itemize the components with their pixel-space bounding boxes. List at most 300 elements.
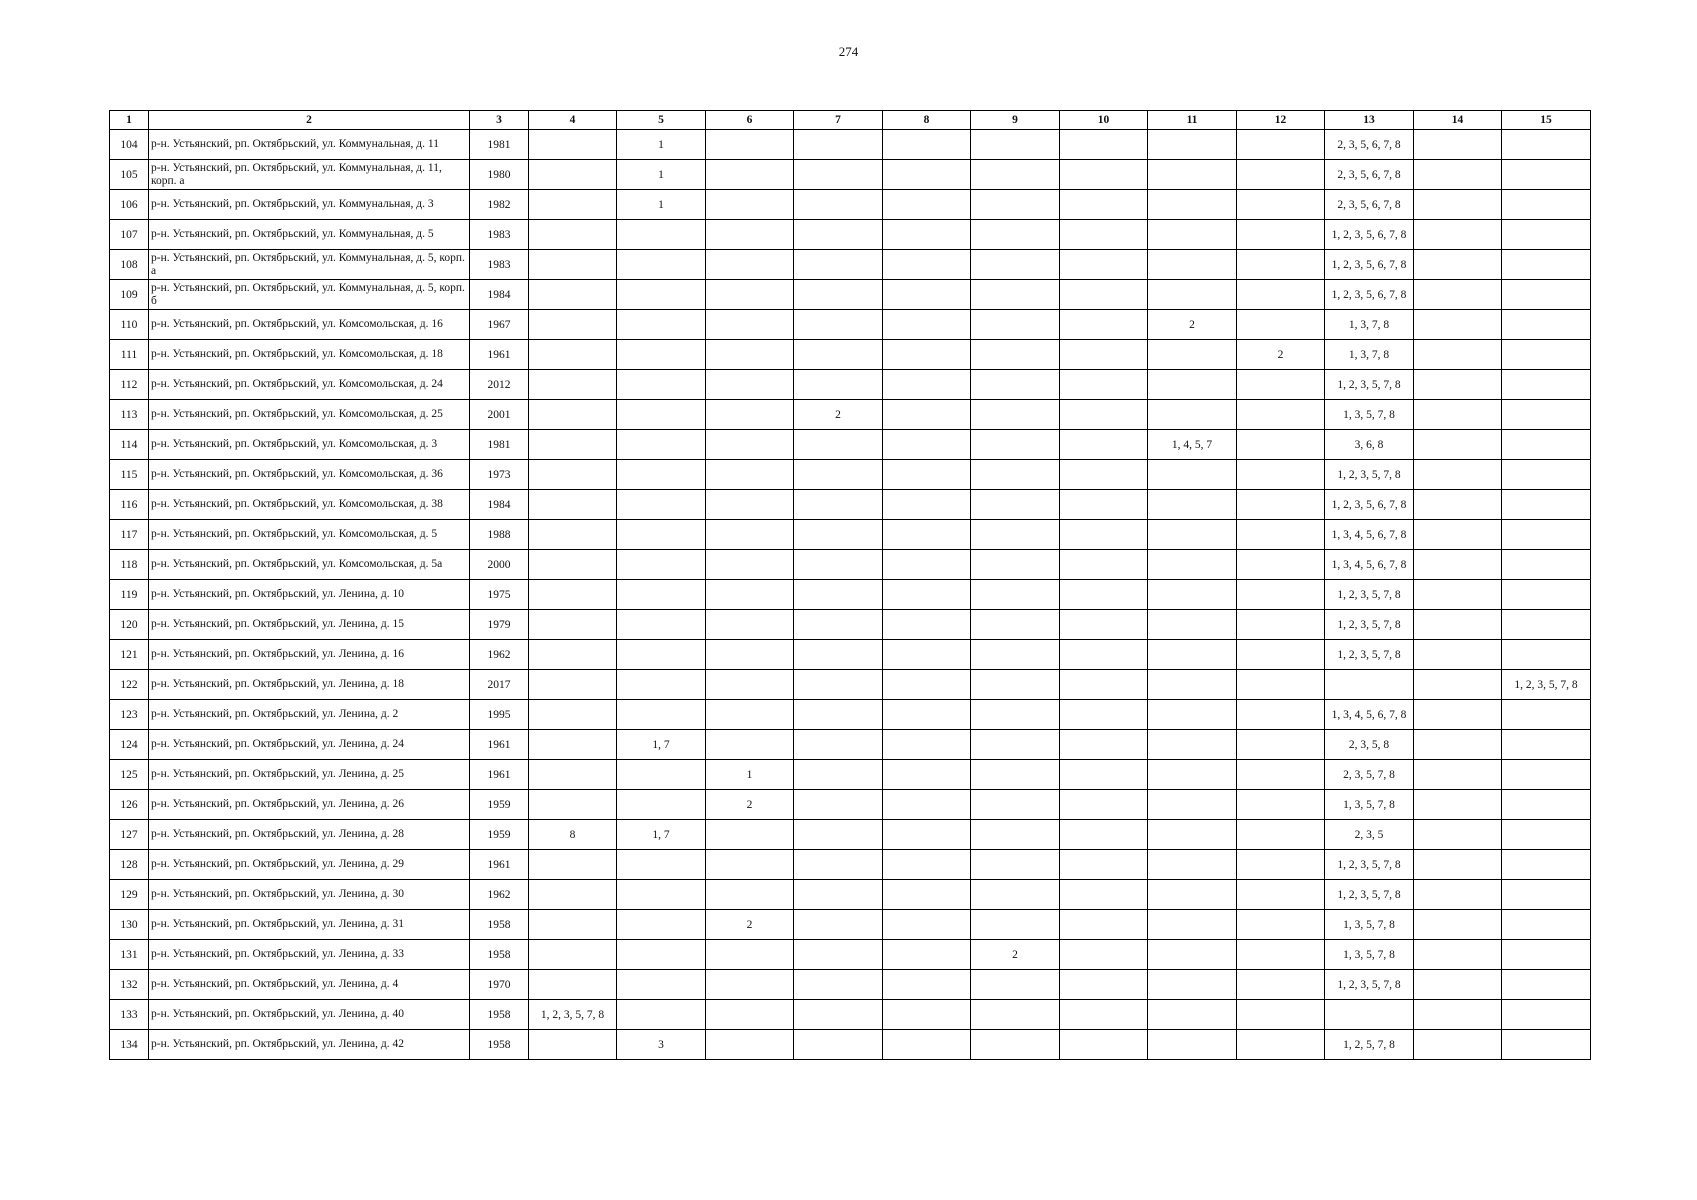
address-cell: р-н. Устьянский, рп. Октябрьский, ул. Ленина, д. 10 — [149, 580, 470, 610]
table-cell — [1502, 160, 1591, 190]
table-cell — [794, 220, 883, 250]
column-header-11: 11 — [1148, 111, 1237, 130]
table-cell — [1502, 910, 1591, 940]
table-cell — [1148, 670, 1237, 700]
table-cell — [1148, 340, 1237, 370]
table-cell — [1148, 820, 1237, 850]
table-cell: 2 — [794, 400, 883, 430]
table-row — [110, 670, 1591, 700]
table-cell — [706, 280, 794, 310]
table-cell: 2 — [706, 790, 794, 820]
year-cell: 1958 — [470, 1000, 529, 1030]
table-cell — [971, 610, 1060, 640]
table-cell — [706, 400, 794, 430]
table-cell — [1502, 610, 1591, 640]
table-cell — [617, 1000, 706, 1030]
year-cell: 1970 — [470, 970, 529, 1000]
year-cell: 2000 — [470, 550, 529, 580]
table-row — [110, 550, 1591, 580]
page-number: 274 — [838, 44, 859, 59]
year-cell: 1961 — [470, 340, 529, 370]
table-cell — [1060, 700, 1148, 730]
address-cell: р-н. Устьянский, рп. Октябрьский, ул. Комсомольская, д. 25 — [149, 400, 470, 430]
table-cell — [1414, 130, 1502, 160]
table-cell — [617, 700, 706, 730]
table-cell — [1148, 130, 1237, 160]
address-cell: р-н. Устьянский, рп. Октябрьский, ул. Комсомольская, д. 5 — [149, 520, 470, 550]
table-cell — [1060, 190, 1148, 220]
table-row — [110, 220, 1591, 250]
table-cell — [1414, 820, 1502, 850]
table-cell: 1, 3, 4, 5, 6, 7, 8 — [1325, 700, 1414, 730]
table-cell — [1414, 1000, 1502, 1030]
table-cell — [529, 340, 617, 370]
address-cell: р-н. Устьянский, рп. Октябрьский, ул. Ленина, д. 28 — [149, 820, 470, 850]
table-row — [110, 880, 1591, 910]
table-cell: 1, 3, 4, 5, 6, 7, 8 — [1325, 520, 1414, 550]
table-cell — [883, 310, 971, 340]
table-row — [110, 460, 1591, 490]
row-number-cell: 134 — [110, 1030, 149, 1060]
table-cell: 1, 2, 3, 5, 7, 8 — [1325, 370, 1414, 400]
table-cell — [1060, 790, 1148, 820]
table-cell — [1237, 790, 1325, 820]
address-cell: р-н. Устьянский, рп. Октябрьский, ул. Ленина, д. 40 — [149, 1000, 470, 1030]
table-cell — [1060, 1030, 1148, 1060]
table-cell — [883, 670, 971, 700]
table-row — [110, 610, 1591, 640]
row-number-cell: 128 — [110, 850, 149, 880]
table-cell — [1237, 370, 1325, 400]
table-cell — [1060, 550, 1148, 580]
year-cell: 1983 — [470, 220, 529, 250]
table-cell — [794, 640, 883, 670]
address-cell: р-н. Устьянский, рп. Октябрьский, ул. Комсомольская, д. 36 — [149, 460, 470, 490]
table-cell — [1502, 340, 1591, 370]
year-cell: 1980 — [470, 160, 529, 190]
table-cell — [529, 610, 617, 640]
table-cell — [1237, 580, 1325, 610]
table-cell — [1148, 550, 1237, 580]
table-cell — [971, 550, 1060, 580]
row-number-cell: 123 — [110, 700, 149, 730]
table-cell: 1 — [706, 760, 794, 790]
table-cell — [1060, 310, 1148, 340]
table-cell — [1237, 550, 1325, 580]
table-cell — [883, 940, 971, 970]
table-cell — [1502, 700, 1591, 730]
table-cell — [794, 910, 883, 940]
table-cell — [617, 910, 706, 940]
address-cell: р-н. Устьянский, рп. Октябрьский, ул. Ленина, д. 18 — [149, 670, 470, 700]
year-cell: 1981 — [470, 430, 529, 460]
table-cell — [794, 970, 883, 1000]
table-cell — [617, 880, 706, 910]
table-cell — [529, 130, 617, 160]
table-cell — [1502, 460, 1591, 490]
table-cell — [1237, 670, 1325, 700]
table-cell: 1 — [617, 190, 706, 220]
table-cell — [1502, 250, 1591, 280]
table-cell — [1237, 430, 1325, 460]
table-row — [110, 280, 1591, 310]
table-cell: 1, 2, 3, 5, 7, 8 — [1325, 880, 1414, 910]
table-row — [110, 310, 1591, 340]
table-header — [110, 111, 1591, 130]
table-cell — [1060, 970, 1148, 1000]
table-cell — [1502, 880, 1591, 910]
table-cell: 1, 7 — [617, 820, 706, 850]
table-cell: 1, 2, 3, 5, 7, 8 — [1325, 640, 1414, 670]
year-cell: 1988 — [470, 520, 529, 550]
table-cell — [1237, 1030, 1325, 1060]
row-number-cell: 108 — [110, 250, 149, 280]
table-cell — [1502, 1000, 1591, 1030]
table-cell — [1414, 910, 1502, 940]
table-cell — [1502, 760, 1591, 790]
table-cell — [1060, 850, 1148, 880]
table-cell — [794, 310, 883, 340]
table-cell — [794, 370, 883, 400]
table-cell — [971, 850, 1060, 880]
table-row — [110, 970, 1591, 1000]
table-cell — [1148, 790, 1237, 820]
table-cell — [1237, 220, 1325, 250]
table-cell: 1, 2, 3, 5, 7, 8 — [1325, 580, 1414, 610]
address-cell: р-н. Устьянский, рп. Октябрьский, ул. Ленина, д. 25 — [149, 760, 470, 790]
address-cell: р-н. Устьянский, рп. Октябрьский, ул. Комсомольская, д. 16 — [149, 310, 470, 340]
table-cell — [971, 400, 1060, 430]
table-cell — [1148, 880, 1237, 910]
table-cell — [617, 400, 706, 430]
address-cell: р-н. Устьянский, рп. Октябрьский, ул. Коммунальная, д. 5 — [149, 220, 470, 250]
table-row — [110, 820, 1591, 850]
column-header-1: 1 — [110, 111, 149, 130]
table-cell: 1, 2, 5, 7, 8 — [1325, 1030, 1414, 1060]
table-cell — [794, 280, 883, 310]
row-number-cell: 122 — [110, 670, 149, 700]
column-header-5: 5 — [617, 111, 706, 130]
column-header-6: 6 — [706, 111, 794, 130]
table-cell — [529, 730, 617, 760]
table-cell — [971, 220, 1060, 250]
year-cell: 1961 — [470, 850, 529, 880]
address-cell: р-н. Устьянский, рп. Октябрьский, ул. Комсомольская, д. 38 — [149, 490, 470, 520]
row-number-cell: 104 — [110, 130, 149, 160]
table-cell — [1237, 610, 1325, 640]
table-cell: 1, 2, 3, 5, 7, 8 — [1325, 850, 1414, 880]
table-cell — [1237, 130, 1325, 160]
table-cell — [529, 790, 617, 820]
table-cell — [1060, 490, 1148, 520]
table-cell — [1060, 640, 1148, 670]
table-cell — [794, 160, 883, 190]
table-cell — [794, 460, 883, 490]
table-cell — [1414, 940, 1502, 970]
address-cell: р-н. Устьянский, рп. Октябрьский, ул. Ленина, д. 24 — [149, 730, 470, 760]
row-number-cell: 130 — [110, 910, 149, 940]
address-cell: р-н. Устьянский, рп. Октябрьский, ул. Комсомольская, д. 24 — [149, 370, 470, 400]
table-cell — [529, 1030, 617, 1060]
table-cell: 1, 3, 4, 5, 6, 7, 8 — [1325, 550, 1414, 580]
table-cell — [1148, 490, 1237, 520]
table-cell — [617, 370, 706, 400]
table-cell — [1237, 250, 1325, 280]
table-cell — [1502, 730, 1591, 760]
table-cell — [617, 430, 706, 460]
year-cell: 1983 — [470, 250, 529, 280]
table-cell — [1237, 970, 1325, 1000]
table-row — [110, 730, 1591, 760]
table-cell — [883, 1000, 971, 1030]
table-cell — [529, 520, 617, 550]
table-cell — [529, 940, 617, 970]
table-cell — [883, 1030, 971, 1060]
table-cell — [1502, 190, 1591, 220]
table-cell — [706, 550, 794, 580]
table-cell — [883, 610, 971, 640]
table-cell — [794, 610, 883, 640]
table-cell — [794, 1000, 883, 1030]
table-cell: 1, 2, 3, 5, 7, 8 — [1325, 610, 1414, 640]
table-cell — [1502, 430, 1591, 460]
table-cell — [971, 580, 1060, 610]
table-row — [110, 340, 1591, 370]
table-cell — [1414, 460, 1502, 490]
table-cell — [1237, 760, 1325, 790]
table-cell — [1502, 940, 1591, 970]
table-cell — [617, 310, 706, 340]
table-cell — [883, 340, 971, 370]
table-cell — [1237, 160, 1325, 190]
table-cell — [617, 580, 706, 610]
table-cell — [1502, 580, 1591, 610]
table-cell — [883, 520, 971, 550]
table-cell — [1060, 940, 1148, 970]
table-cell — [706, 340, 794, 370]
table-cell — [883, 220, 971, 250]
table-cell — [883, 160, 971, 190]
row-number-cell: 113 — [110, 400, 149, 430]
table-cell — [1148, 610, 1237, 640]
address-cell: р-н. Устьянский, рп. Октябрьский, ул. Ленина, д. 33 — [149, 940, 470, 970]
row-number-cell: 109 — [110, 280, 149, 310]
address-cell: р-н. Устьянский, рп. Октябрьский, ул. Коммунальная, д. 3 — [149, 190, 470, 220]
table-cell — [529, 400, 617, 430]
table-cell — [1060, 460, 1148, 490]
year-cell: 1984 — [470, 490, 529, 520]
year-cell: 1973 — [470, 460, 529, 490]
table-cell — [1060, 520, 1148, 550]
row-number-cell: 121 — [110, 640, 149, 670]
table-cell — [617, 550, 706, 580]
table-cell — [1060, 400, 1148, 430]
table-cell — [1060, 820, 1148, 850]
row-number-cell: 106 — [110, 190, 149, 220]
table-cell — [883, 700, 971, 730]
table-cell — [1414, 250, 1502, 280]
table-cell — [794, 490, 883, 520]
table-cell — [706, 370, 794, 400]
address-cell: р-н. Устьянский, рп. Октябрьский, ул. Ленина, д. 26 — [149, 790, 470, 820]
table-cell — [794, 880, 883, 910]
row-number-cell: 126 — [110, 790, 149, 820]
year-cell: 1958 — [470, 910, 529, 940]
table-cell — [1060, 610, 1148, 640]
table-row — [110, 130, 1591, 160]
table-row — [110, 640, 1591, 670]
row-number-cell: 124 — [110, 730, 149, 760]
table-cell — [1502, 490, 1591, 520]
row-number-cell: 112 — [110, 370, 149, 400]
table-cell — [1148, 940, 1237, 970]
table-cell — [1237, 310, 1325, 340]
table-cell — [1414, 520, 1502, 550]
table-cell — [883, 580, 971, 610]
row-number-cell: 125 — [110, 760, 149, 790]
row-number-cell: 115 — [110, 460, 149, 490]
table-cell — [794, 1030, 883, 1060]
row-number-cell: 132 — [110, 970, 149, 1000]
table-cell — [971, 910, 1060, 940]
column-header-8: 8 — [883, 111, 971, 130]
table-cell — [617, 220, 706, 250]
table-cell — [706, 640, 794, 670]
table-cell — [883, 820, 971, 850]
column-header-10: 10 — [1060, 111, 1148, 130]
table-cell — [1502, 550, 1591, 580]
table-cell — [1060, 340, 1148, 370]
table-cell — [1060, 160, 1148, 190]
year-cell: 1981 — [470, 130, 529, 160]
table-cell — [706, 130, 794, 160]
table-cell — [1414, 670, 1502, 700]
table-cell — [706, 970, 794, 1000]
table-cell — [971, 700, 1060, 730]
table-cell — [971, 640, 1060, 670]
table-cell: 1, 2, 3, 5, 7, 8 — [1502, 670, 1591, 700]
table-cell — [706, 850, 794, 880]
table-cell — [1148, 730, 1237, 760]
table-cell — [971, 760, 1060, 790]
year-cell: 1961 — [470, 730, 529, 760]
table-row — [110, 160, 1591, 190]
table-cell — [1414, 430, 1502, 460]
column-header-9: 9 — [971, 111, 1060, 130]
table-cell — [1237, 940, 1325, 970]
table-cell — [971, 1000, 1060, 1030]
table-cell — [706, 1000, 794, 1030]
table-cell: 1, 3, 7, 8 — [1325, 340, 1414, 370]
table-cell — [971, 430, 1060, 460]
row-number-cell: 107 — [110, 220, 149, 250]
table-cell — [529, 160, 617, 190]
table-cell — [971, 160, 1060, 190]
table-cell — [617, 850, 706, 880]
table-cell — [1237, 910, 1325, 940]
table-cell — [1237, 460, 1325, 490]
address-cell: р-н. Устьянский, рп. Октябрьский, ул. Ленина, д. 31 — [149, 910, 470, 940]
table-cell — [1148, 520, 1237, 550]
table-cell — [883, 910, 971, 940]
table-cell — [617, 610, 706, 640]
column-header-12: 12 — [1237, 111, 1325, 130]
table-cell: 1 — [617, 160, 706, 190]
table-cell — [971, 250, 1060, 280]
table-cell — [883, 460, 971, 490]
table-cell — [1148, 370, 1237, 400]
table-cell — [1325, 670, 1414, 700]
table-cell — [1414, 190, 1502, 220]
address-cell: р-н. Устьянский, рп. Октябрьский, ул. Коммунальная, д. 5, корп. а — [149, 250, 470, 280]
table-row — [110, 370, 1591, 400]
table-cell — [1148, 700, 1237, 730]
table-cell — [1060, 370, 1148, 400]
table-cell — [1148, 400, 1237, 430]
table-row — [110, 520, 1591, 550]
table-row — [110, 790, 1591, 820]
table-cell — [971, 370, 1060, 400]
table-cell — [1414, 760, 1502, 790]
table-cell — [1502, 220, 1591, 250]
table-cell — [1060, 1000, 1148, 1030]
year-cell: 2001 — [470, 400, 529, 430]
table-cell — [1502, 1030, 1591, 1060]
table-cell — [1414, 400, 1502, 430]
table-cell — [883, 400, 971, 430]
table-cell — [883, 790, 971, 820]
year-cell: 1958 — [470, 940, 529, 970]
table-cell — [794, 580, 883, 610]
table-cell — [1237, 640, 1325, 670]
column-header-3: 3 — [470, 111, 529, 130]
table-cell — [1325, 1000, 1414, 1030]
table-cell — [529, 700, 617, 730]
table-cell — [1414, 850, 1502, 880]
address-cell: р-н. Устьянский, рп. Октябрьский, ул. Коммунальная, д. 5, корп. б — [149, 280, 470, 310]
table-cell: 2 — [971, 940, 1060, 970]
table-cell — [617, 490, 706, 520]
table-cell — [971, 340, 1060, 370]
table-cell — [971, 520, 1060, 550]
table-cell — [1414, 580, 1502, 610]
table-cell — [1237, 820, 1325, 850]
table-cell — [706, 310, 794, 340]
column-header-13: 13 — [1325, 111, 1414, 130]
table-cell — [1148, 640, 1237, 670]
table-cell — [1148, 1030, 1237, 1060]
table-cell: 1, 2, 3, 5, 6, 7, 8 — [1325, 220, 1414, 250]
table-row — [110, 490, 1591, 520]
table-cell — [1502, 130, 1591, 160]
table-cell: 1, 3, 7, 8 — [1325, 310, 1414, 340]
table-cell: 1, 3, 5, 7, 8 — [1325, 910, 1414, 940]
address-cell: р-н. Устьянский, рп. Октябрьский, ул. Комсомольская, д. 18 — [149, 340, 470, 370]
table-cell: 1, 4, 5, 7 — [1148, 430, 1237, 460]
table-cell — [1414, 730, 1502, 760]
header-row — [110, 111, 1591, 130]
table-cell: 1, 3, 5, 7, 8 — [1325, 790, 1414, 820]
table-cell — [971, 130, 1060, 160]
table-cell — [1414, 370, 1502, 400]
table-cell — [706, 250, 794, 280]
table-cell — [883, 760, 971, 790]
table-cell — [706, 430, 794, 460]
table-cell: 1, 3, 5, 7, 8 — [1325, 940, 1414, 970]
year-cell: 1984 — [470, 280, 529, 310]
table-cell — [794, 730, 883, 760]
table-cell — [706, 940, 794, 970]
